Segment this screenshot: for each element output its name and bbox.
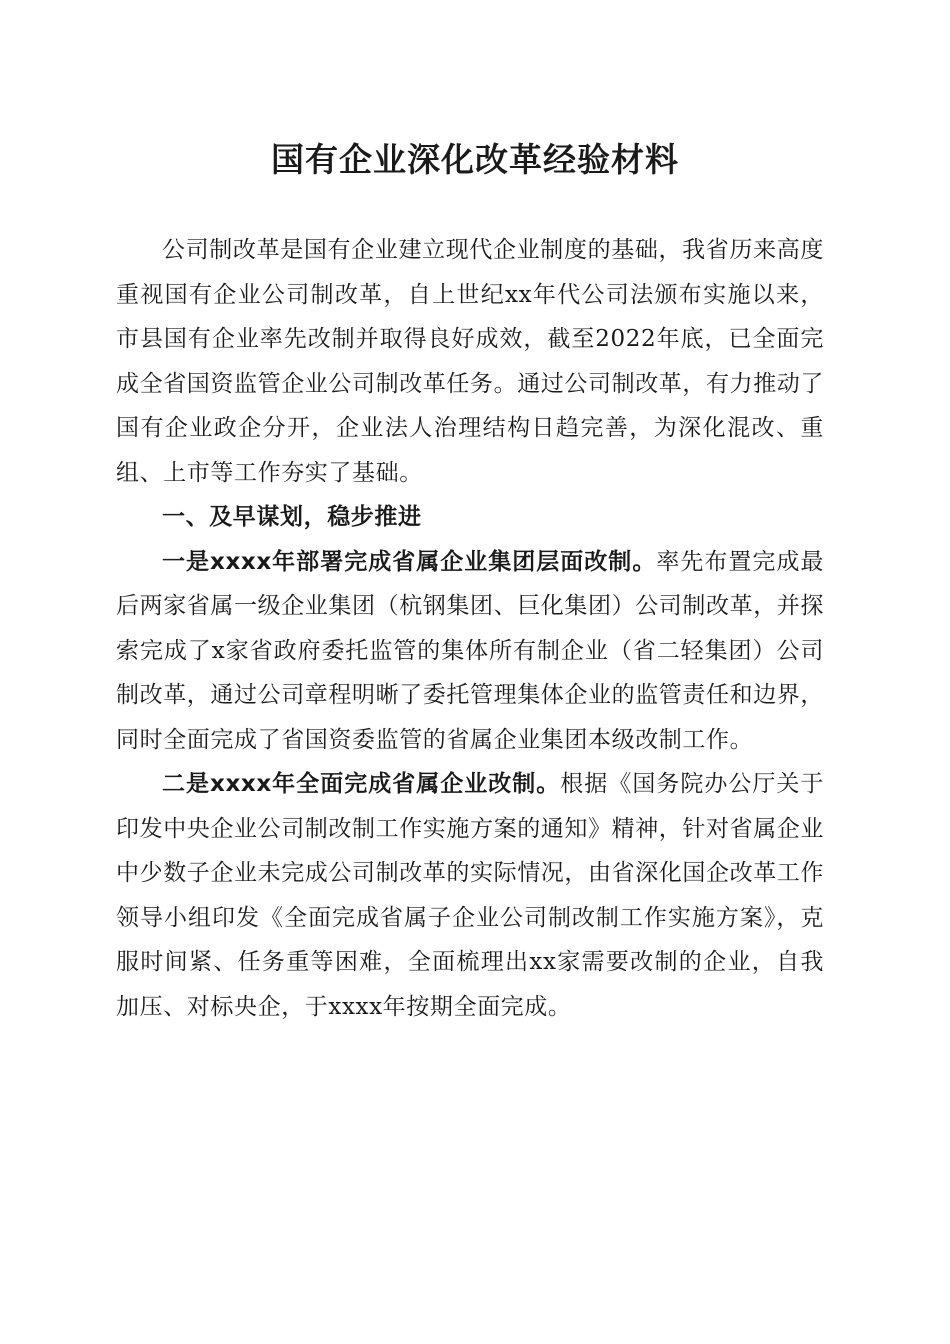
item-text-1: 率先布置完成最后两家省属一级企业集团（杭钢集团、巨化集团）公司制改革，并探索完成了x家省政府委托监管的集体所有制企业（省二轻集团）公司制改革，通过公司章程明晰了委托管理集体企业的监管责任和边界，同时全面完成了省国资委监管的省属企业集团本级改制工作。 bbox=[116, 548, 825, 753]
intro-paragraph: 公司制改革是国有企业建立现代企业制度的基础，我省历来高度重视国有企业公司制改革，自上世纪xx年代公司法颁布实施以来，市县国有企业率先改制并取得良好成效，截至2022年底，已全面完成全省国资监管企业公司制改革任务。通过公司制改革，有力推动了国有企业政企分开，企业法人治理结构日趋完善，为深化混改、重组、上市等工作夯实了基础。 bbox=[116, 237, 824, 486]
item-lead-2: 二是xxxx年全面完成省属企业改制。 bbox=[162, 771, 561, 797]
document-body bbox=[116, 228, 824, 1029]
item-paragraph-2 bbox=[116, 762, 824, 1029]
item-text-2: 根据《国务院办公厅关于印发中央企业公司制改制工作实施方案的通知》精神，针对省属企业中少数子企业未完成公司制改革的实际情况，由省深化国企改革工作领导小组印发《全面完成省属子企业公司制改制工作实施方案》，克服时间紧、任务重等困难，全面梳理出xx家需要改制的企业，自我加压、对标央企，于xxxx年按期全面完成。 bbox=[116, 771, 824, 1020]
section-heading: 一、及早谋划，稳步推进 bbox=[162, 504, 422, 530]
item-lead-1: 一是xxxx年部署完成省属企业集团层面改制。 bbox=[162, 548, 657, 575]
item-paragraph-1 bbox=[116, 540, 824, 763]
document-title: 国有企业深化改革经验材料 bbox=[271, 140, 679, 179]
